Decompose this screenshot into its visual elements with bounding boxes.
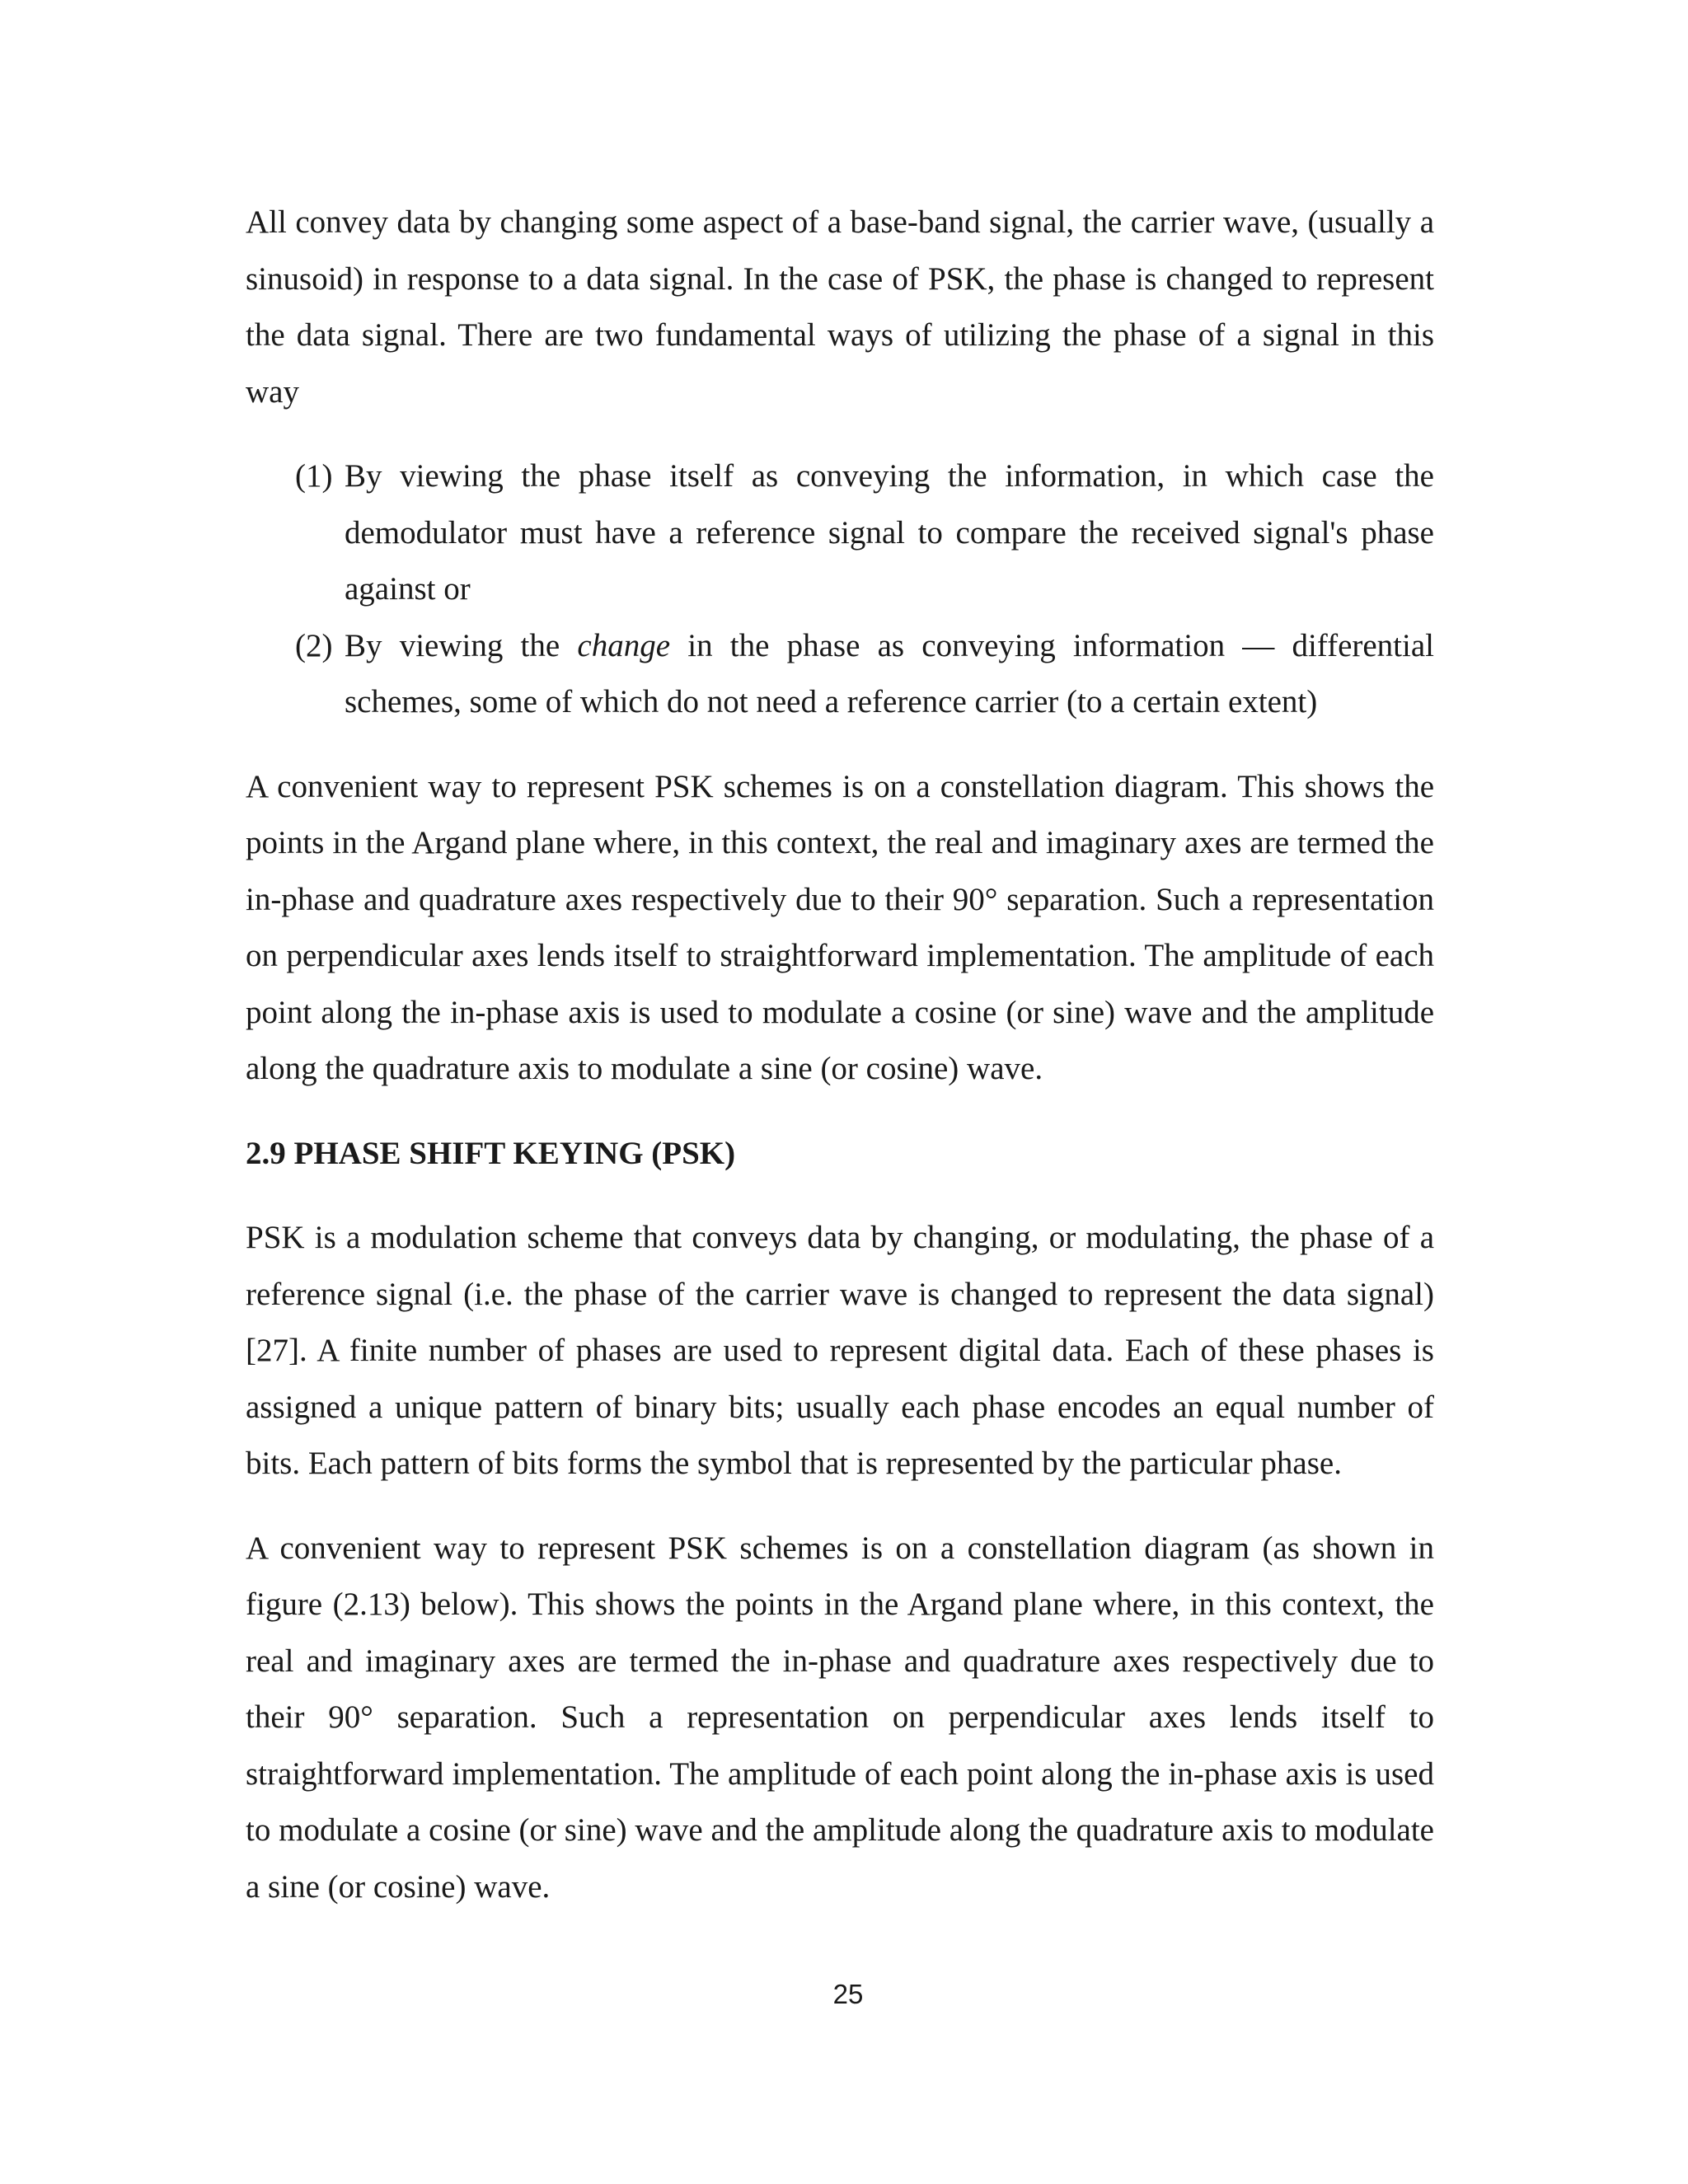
paragraph-constellation: A convenient way to represent PSK schemes is on a constellation diagram. This shows the points in the Argand plane where, in this context, the real and imaginary axes are termed the in-phase and quadrature axes respectively due to their 90° separation. Such a representation on perpendicular axes lends itself to straightforward implementation. The amplitude of each point along the in-phase axis is used to modulate a cosine (or sine) wave and the amplitude along the quadrature axis to modulate a sine (or cosine) wave.: [246, 768, 1434, 1086]
page-body: [246, 194, 1434, 1915]
list-item-2-text-before: By viewing the: [345, 627, 578, 663]
list-item-2-emphasis: change: [577, 627, 671, 663]
list-marker-2: (2): [295, 627, 333, 663]
list-item-1-text: By viewing the phase itself as conveying the information, in which case the demodulator must have a reference signal to compare the received signal's phase against or: [345, 458, 1434, 607]
paragraph-psk-definition: PSK is a modulation scheme that conveys data by changing, or modulating, the phase of a reference signal (i.e. the phase of the carrier wave is changed to represent the data signal) [27]. A finite number of phases are used to represent digital data. Each of these phases is assigned a unique pattern of binary bits; usually each phase encodes an equal number of bits. Each pattern of bits forms the symbol that is represented by the particular phase.: [246, 1220, 1434, 1481]
paragraph-constellation-figure: A convenient way to represent PSK schemes is on a constellation diagram (as shown in figure (2.13) below). This shows the points in the Argand plane where, in this context, the real and imaginary axes are termed the in-phase and quadrature axes respectively due to their 90° separation. Such a representation on perpendicular axes lends itself to straightforward implementation. The amplitude of each point along the in-phase axis is used to modulate a cosine (or sine) wave and the amplitude along the quadrature axis to modulate a sine (or cosine) wave.: [246, 1530, 1434, 1905]
list-item-2-text-after: in the phase as conveying information — differential schemes, some of which do not need a reference carrier (to a certain extent): [345, 627, 1434, 719]
section-heading: 2.9 PHASE SHIFT KEYING (PSK): [246, 1135, 736, 1171]
list-item-2: [295, 618, 1434, 731]
list-item-1: [295, 448, 1434, 618]
paragraph-intro: All convey data by changing some aspect of a base-band signal, the carrier wave, (usually a sinusoid) in response to a data signal. In the case of PSK, the phase is changed to represent the data signal. There are two fundamental ways of utilizing the phase of a signal in this way: [246, 204, 1434, 410]
numbered-list: [246, 448, 1434, 731]
list-marker-1: (1): [295, 458, 333, 494]
page-number: 25: [832, 1979, 864, 2009]
